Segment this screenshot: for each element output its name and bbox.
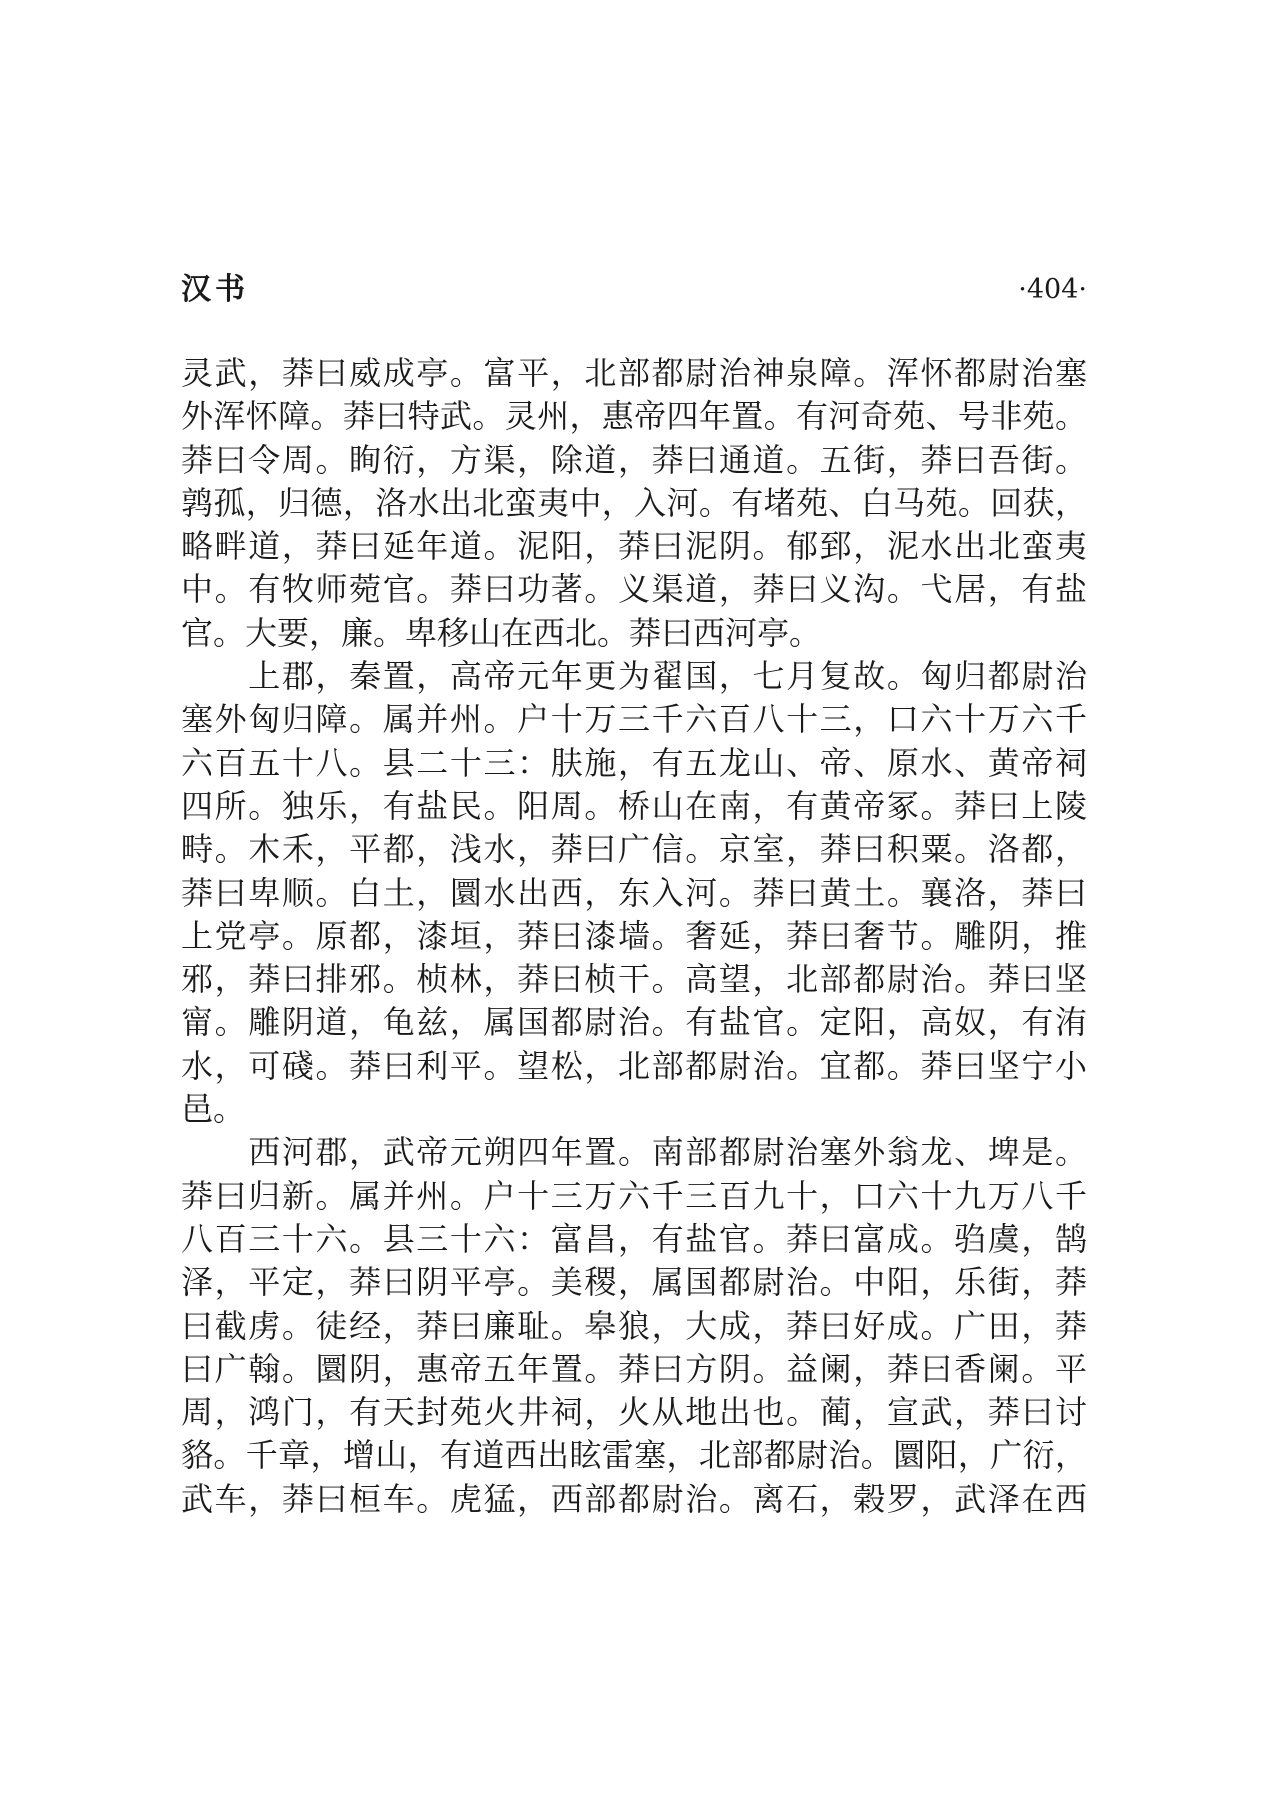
text-line: 莽曰令周。眴衍，方渠，除道，莽曰通道。五街，莽曰吾街。 <box>181 440 1087 479</box>
text-line: 上党亭。原都，漆垣，莽曰漆墙。奢延，莽曰奢节。雕阴，推 <box>181 916 1087 955</box>
text-line: 八百三十六。县三十六：富昌，有盐官。莽曰富成。驺虞，鹄 <box>181 1219 1087 1258</box>
text-line: 曰广翰。圜阴，惠帝五年置。莽曰方阴。益阑，莽曰香阑。平 <box>181 1349 1087 1388</box>
text-line: 上郡，秦置，高帝元年更为翟国，七月复故。匈归都尉治 <box>181 657 1087 696</box>
text-line: 貉。千章，增山，有道西出眩雷塞，北部都尉治。圜阳，广衍， <box>181 1436 1087 1475</box>
text-line: 畤。木禾，平都，浅水，莽曰广信。京室，莽曰积粟。洛都， <box>181 830 1087 869</box>
text-line: 四所。独乐，有盐民。阳周。桥山在南，有黄帝冢。莽曰上陵 <box>181 786 1087 825</box>
paragraph-lingwu <box>181 352 1087 655</box>
text-line: 曰截虏。徒经，莽曰廉耻。皋狼，大成，莽曰好成。广田，莽 <box>181 1306 1087 1345</box>
text-line: 鹑孤，归德，洛水出北蛮夷中，入河。有堵苑、白马苑。回获， <box>181 483 1087 522</box>
book-title: 汉书 <box>181 272 249 307</box>
text-line: 邪，莽曰排邪。桢林，莽曰桢干。高望，北部都尉治。莽曰坚 <box>181 960 1087 999</box>
text-line: 中。有牧师菀官。莽曰功著。义渠道，莽曰义沟。弋居，有盐 <box>181 570 1087 609</box>
paragraph-xihejun <box>181 1131 1087 1521</box>
text-line: 武车，莽曰桓车。虎猛，西部都尉治。离石，榖罗，武泽在西 <box>181 1479 1087 1518</box>
body-text <box>181 352 1087 1521</box>
text-line: 六百五十八。县二十三：肤施，有五龙山、帝、原水、黄帝祠 <box>181 743 1087 782</box>
text-line: 甯。雕阴道，龟兹，属国都尉治。有盐官。定阳，高奴，有洧 <box>181 1003 1087 1042</box>
text-line: 塞外匈归障。属并州。户十万三千六百八十三，口六十万六千 <box>181 700 1087 739</box>
text-line: 莽曰归新。属并州。户十三万六千三百九十，口六十九万八千 <box>181 1176 1087 1215</box>
text-line: 水，可碊。莽曰利平。望松，北部都尉治。宜都。莽曰坚宁小 <box>181 1046 1087 1085</box>
text-line: 外浑怀障。莽曰特武。灵州，惠帝四年置。有河奇苑、号非苑。 <box>181 397 1087 436</box>
text-line: 莽曰卑顺。白土，圜水出西，东入河。莽曰黄土。襄洛，莽曰 <box>181 873 1087 912</box>
text-line: 官。大要，廉。卑移山在西北。莽曰西河亭。 <box>181 613 822 652</box>
text-line: 邑。 <box>181 1090 246 1129</box>
page-number: ·404· <box>1018 274 1087 305</box>
text-line: 灵武，莽曰威成亭。富平，北部都尉治神泉障。浑怀都尉治塞 <box>181 354 1087 392</box>
text-line: 泽，平定，莽曰阴平亭。美稷，属国都尉治。中阳，乐街，莽 <box>181 1263 1087 1302</box>
text-line: 西河郡，武帝元朔四年置。南部都尉治塞外翁龙、埤是。 <box>181 1133 1087 1172</box>
text-line: 周，鸿门，有天封苑火井祠，火从地出也。蔺，宣武，莽曰讨 <box>181 1393 1087 1432</box>
text-line: 略畔道，莽曰延年道。泥阳，莽曰泥阴。郁郅，泥水出北蛮夷 <box>181 527 1087 566</box>
paragraph-shangjun <box>181 655 1087 1131</box>
page-header <box>181 270 1087 314</box>
